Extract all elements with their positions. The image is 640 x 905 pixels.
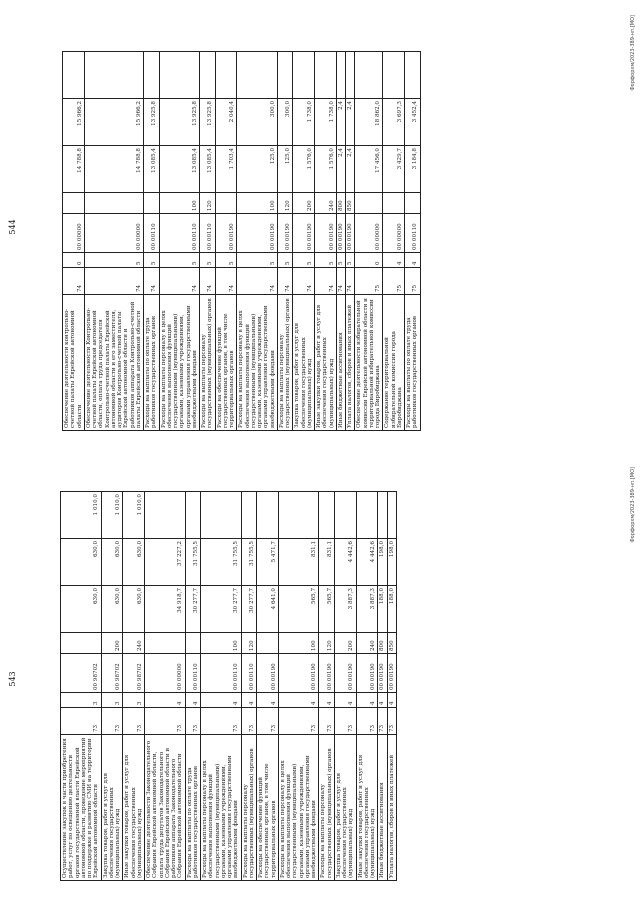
row-value-1-cell: 1 703,4 xyxy=(215,146,237,193)
row-value-2-cell: 198,0 xyxy=(378,539,387,586)
row-value-1-cell: 17 456,0 xyxy=(355,146,383,193)
table-row xyxy=(355,52,383,431)
table-row xyxy=(159,52,200,431)
row-csr-cell: 00 00190 xyxy=(336,214,345,253)
row-csr-cell: 00 00000 xyxy=(63,214,85,253)
row-name-cell: Обеспечение деятельности избирательной комиссии Еврейской автономной области и территориальной избирательной комиссии города Биробиджана xyxy=(355,295,383,431)
row-ved-cell: 74 xyxy=(237,268,278,295)
row-ved-cell: 74 xyxy=(277,268,293,295)
table-row xyxy=(237,52,278,431)
row-value-1-cell: 2,4 xyxy=(346,146,355,193)
row-name-cell: Расходы на выплаты персоналу в целях обеспечения выполнения функций государственными (муниципальными) органами, казенными учреждениями, органами управления государственными внебюджетными фондами xyxy=(237,295,278,431)
row-name-cell: Расходы на выплаты по оплате труда работников государственных органов xyxy=(405,295,421,431)
row-csr-cell: 00 00190 xyxy=(378,654,387,693)
row-value-2-cell: 31 755,5 xyxy=(241,539,257,586)
row-csr-cell: 00 00110 xyxy=(159,214,200,253)
row-name-cell: Закупка товаров, работ и услуг для обеспечения государственных (муниципальных) нужд xyxy=(293,295,315,431)
row-name-cell: Расходы на выплаты персоналу в целях обеспечения выполнения функций государственными (муниципальными) органами, казенными учреждениями, органами управления государственными внебюджетными фондами xyxy=(159,295,200,431)
row-name-cell: Осуществление закупок в части приобретения работ, услуг по освещению деятельности органов государственной власти Еврейской автономной области, проведение мероприятий по поддержке и развитию СМИ на территории Еврейской автономной области xyxy=(61,735,102,881)
row-value-2-cell: 31 755,5 xyxy=(201,539,242,586)
row-rz-cell: 0 xyxy=(63,253,85,268)
row-value-2-cell: 630,0 xyxy=(101,539,123,586)
row-vr-cell: 100 xyxy=(278,633,319,654)
row-value-1-cell: 30 277,7 xyxy=(185,586,201,633)
row-name-cell: Иные закупки товаров, работ и услуг для обеспечения государственных (муниципальных) нужд xyxy=(315,295,337,431)
row-vr-cell xyxy=(63,193,85,214)
row-vr-cell xyxy=(145,633,186,654)
row-name-cell: Уплата налогов, сборов и иных платежей xyxy=(387,735,396,881)
row-vr-cell: 240 xyxy=(315,193,337,214)
row-csr-cell: 00 00110 xyxy=(185,654,201,693)
row-vr-cell xyxy=(84,193,143,214)
row-ved-cell: 73 xyxy=(61,708,102,735)
row-value-3-cell xyxy=(201,492,242,539)
row-value-2-cell: 37 227,2 xyxy=(145,539,186,586)
row-value-1-cell: 4 641,0 xyxy=(257,586,279,633)
row-rz-cell: 4 xyxy=(201,693,242,708)
row-value-3-cell xyxy=(319,492,335,539)
row-ved-cell: 74 xyxy=(215,268,237,295)
row-value-2-cell: 1 738,0 xyxy=(315,99,337,146)
row-ved-cell: 73 xyxy=(257,708,279,735)
row-value-3-cell xyxy=(346,52,355,99)
row-ved-cell: 73 xyxy=(185,708,201,735)
row-csr-cell: 00 00110 xyxy=(200,214,216,253)
row-value-1-cell: 13 085,4 xyxy=(200,146,216,193)
row-value-3-cell xyxy=(257,492,279,539)
table-row xyxy=(277,52,293,431)
table-row xyxy=(84,52,143,431)
row-vr-cell: 120 xyxy=(241,633,257,654)
table-row xyxy=(61,492,102,881)
row-ved-cell: 74 xyxy=(200,268,216,295)
row-csr-cell: 00 00110 xyxy=(144,214,160,253)
page-number: 543 xyxy=(8,671,17,687)
row-name-cell: Закупка товаров, работ и услуг для обеспечения государственных (муниципальных) нужд xyxy=(101,735,123,881)
row-vr-cell: 120 xyxy=(200,193,216,214)
row-name-cell: Расходы на выплаты персоналу государственных (муниципальных) органов xyxy=(319,735,335,881)
row-value-3-cell xyxy=(144,52,160,99)
table-row xyxy=(319,492,335,881)
row-value-3-cell: 1 010,0 xyxy=(123,492,145,539)
row-ved-cell: 74 xyxy=(293,268,315,295)
table-row xyxy=(215,52,237,431)
row-name-cell: Расходы на выплаты по оплате труда работников государственных органов xyxy=(144,295,160,431)
row-rz-cell: 0 xyxy=(355,253,383,268)
row-ved-cell: 73 xyxy=(334,708,356,735)
row-csr-cell: 00 00190 xyxy=(215,214,237,253)
row-name-cell: Обеспечение деятельности Контрольно-счетной палаты Еврейской автономной области, оплата труда председателя Контрольно-счетной палаты Еврейской автономной области и его заместителя, аудиторов Контрольно-счетной палаты Еврейской автономной области и работников аппарата Контрольно-счетной палаты Еврейской автономной области xyxy=(84,295,143,431)
row-csr-cell: 00 00190 xyxy=(277,214,293,253)
table-row xyxy=(241,492,257,881)
row-vr-cell: 200 xyxy=(101,633,123,654)
row-value-1-cell: 188,0 xyxy=(387,586,396,633)
budget-table xyxy=(60,491,397,881)
row-ved-cell: 74 xyxy=(159,268,200,295)
row-ved-cell: 73 xyxy=(101,708,123,735)
row-value-1-cell: 565,7 xyxy=(319,586,335,633)
row-value-1-cell: 14 788,8 xyxy=(63,146,85,193)
row-vr-cell xyxy=(355,193,383,214)
row-value-1-cell: 1 576,0 xyxy=(315,146,337,193)
row-ved-cell: 73 xyxy=(241,708,257,735)
row-name-cell: Расходы на выплаты персоналу в целях обеспечения выполнения функций государственными (муниципальными) органами, казенными учреждениями, органами управления государственными внебюджетными фондами xyxy=(201,735,242,881)
row-vr-cell xyxy=(61,633,102,654)
row-value-2-cell: 630,0 xyxy=(123,539,145,586)
row-value-3-cell xyxy=(405,52,421,99)
row-name-cell: Расходы на выплаты персоналу государственных (муниципальных) органов xyxy=(200,295,216,431)
row-rz-cell: 4 xyxy=(185,693,201,708)
row-value-1-cell: 125,0 xyxy=(237,146,278,193)
row-rz-cell: 5 xyxy=(84,253,143,268)
row-value-1-cell: 565,7 xyxy=(278,586,319,633)
row-rz-cell: 5 xyxy=(144,253,160,268)
row-value-1-cell: 3 887,3 xyxy=(356,586,378,633)
row-value-3-cell xyxy=(145,492,186,539)
row-rz-cell: 4 xyxy=(383,253,405,268)
table-row xyxy=(278,492,319,881)
row-csr-cell: 00 00190 xyxy=(293,214,315,253)
row-value-1-cell: 1 576,0 xyxy=(293,146,315,193)
row-vr-cell xyxy=(257,633,279,654)
table-row xyxy=(346,52,355,431)
row-rz-cell: 4 xyxy=(145,693,186,708)
row-value-1-cell: 3 429,7 xyxy=(383,146,405,193)
row-name-cell: Иные бюджетные ассигнования xyxy=(378,735,387,881)
row-rz-cell: 5 xyxy=(336,253,345,268)
row-rz-cell: 5 xyxy=(215,253,237,268)
row-value-1-cell: 188,0 xyxy=(378,586,387,633)
table-row xyxy=(257,492,279,881)
row-value-2-cell: 2,4 xyxy=(346,99,355,146)
row-value-1-cell: 3 184,8 xyxy=(405,146,421,193)
row-value-3-cell xyxy=(336,52,345,99)
row-rz-cell: 4 xyxy=(378,693,387,708)
row-ved-cell: 74 xyxy=(144,268,160,295)
row-value-1-cell: 2,4 xyxy=(336,146,345,193)
row-ved-cell: 73 xyxy=(387,708,396,735)
row-value-3-cell xyxy=(387,492,396,539)
row-value-2-cell: 198,0 xyxy=(387,539,396,586)
row-csr-cell: 00 00190 xyxy=(334,654,356,693)
row-rz-cell: 3 xyxy=(61,693,102,708)
row-csr-cell: 00 98702 xyxy=(123,654,145,693)
row-name-cell: Иные закупки товаров, работ и услуг для обеспечения государственных (муниципальных) нужд xyxy=(356,735,378,881)
row-name-cell: Расходы на выплаты персоналу в целях обеспечения выполнения функций государственными (муниципальными) органами, казенными учреждениями, органами управления государственными внебюджетными фондами xyxy=(278,735,319,881)
row-vr-cell xyxy=(185,633,201,654)
row-vr-cell: 100 xyxy=(159,193,200,214)
row-value-3-cell xyxy=(277,52,293,99)
row-value-2-cell: 18 862,0 xyxy=(355,99,383,146)
row-vr-cell: 100 xyxy=(237,193,278,214)
page-544 xyxy=(0,1,640,453)
row-ved-cell: 74 xyxy=(84,268,143,295)
row-csr-cell: 00 00110 xyxy=(241,654,257,693)
row-ved-cell: 74 xyxy=(315,268,337,295)
row-value-2-cell: 630,0 xyxy=(61,539,102,586)
row-csr-cell: 00 00190 xyxy=(315,214,337,253)
row-value-3-cell xyxy=(378,492,387,539)
row-value-3-cell xyxy=(356,492,378,539)
row-value-3-cell xyxy=(185,492,201,539)
row-rz-cell: 5 xyxy=(293,253,315,268)
row-value-3-cell xyxy=(215,52,237,99)
row-value-2-cell: 31 755,5 xyxy=(185,539,201,586)
row-ved-cell: 73 xyxy=(278,708,319,735)
table-row xyxy=(123,492,145,881)
row-value-3-cell xyxy=(241,492,257,539)
table-row xyxy=(63,52,85,431)
row-rz-cell: 4 xyxy=(405,253,421,268)
row-value-2-cell: 3 452,4 xyxy=(405,99,421,146)
row-value-1-cell: 3 887,3 xyxy=(334,586,356,633)
row-value-2-cell: 13 925,8 xyxy=(200,99,216,146)
row-value-1-cell: 30 277,7 xyxy=(241,586,257,633)
row-ved-cell: 73 xyxy=(356,708,378,735)
row-rz-cell: 4 xyxy=(387,693,396,708)
row-value-3-cell: 1 010,0 xyxy=(61,492,102,539)
row-vr-cell: 800 xyxy=(336,193,345,214)
row-vr-cell: 200 xyxy=(293,193,315,214)
page-number: 544 xyxy=(8,219,17,235)
row-csr-cell: 00 00000 xyxy=(355,214,383,253)
row-value-3-cell xyxy=(355,52,383,99)
row-value-3-cell xyxy=(315,52,337,99)
page-543 xyxy=(0,453,640,905)
table-row xyxy=(356,492,378,881)
row-value-1-cell: 30 277,7 xyxy=(201,586,242,633)
row-value-2-cell: 4 442,6 xyxy=(356,539,378,586)
row-vr-cell xyxy=(144,193,160,214)
row-csr-cell: 00 00000 xyxy=(383,214,405,253)
row-csr-cell: 00 00110 xyxy=(201,654,242,693)
row-csr-cell: 00 00000 xyxy=(84,214,143,253)
row-ved-cell: 74 xyxy=(336,268,345,295)
row-ved-cell: 73 xyxy=(319,708,335,735)
row-value-2-cell: 15 966,2 xyxy=(84,99,143,146)
row-rz-cell: 3 xyxy=(123,693,145,708)
row-vr-cell: 120 xyxy=(319,633,335,654)
row-value-3-cell xyxy=(63,52,85,99)
row-value-3-cell xyxy=(293,52,315,99)
row-value-1-cell: 630,0 xyxy=(101,586,123,633)
page-footer: Форфорхм/2023-389-нп.[МО] xyxy=(630,15,636,91)
row-rz-cell: 4 xyxy=(356,693,378,708)
row-csr-cell: 00 00190 xyxy=(387,654,396,693)
row-rz-cell: 4 xyxy=(319,693,335,708)
table-row xyxy=(145,492,186,881)
table-row xyxy=(315,52,337,431)
row-rz-cell: 5 xyxy=(346,253,355,268)
table-row xyxy=(387,492,396,881)
row-vr-cell xyxy=(383,193,405,214)
row-name-cell: Закупка товаров, работ и услуг для обеспечения государственных (муниципальных) нужд xyxy=(334,735,356,881)
table-row xyxy=(293,52,315,431)
table-row xyxy=(185,492,201,881)
row-name-cell: Расходы на выплаты персоналу государственных (муниципальных) органов xyxy=(241,735,257,881)
row-value-2-cell: 2,4 xyxy=(336,99,345,146)
budget-table xyxy=(62,51,421,431)
row-ved-cell: 73 xyxy=(378,708,387,735)
row-csr-cell: 00 00190 xyxy=(237,214,278,253)
row-name-cell: Обеспечение деятельности Законодательного Собрания Еврейской автономной области, оплата труда депутатов Законодательного Собрания Еврейской автономной области и работников аппарата Законодательного Собрания Еврейской автономной области xyxy=(145,735,186,881)
row-value-3-cell xyxy=(278,492,319,539)
table-row xyxy=(201,492,242,881)
row-ved-cell: 75 xyxy=(383,268,405,295)
row-name-cell: Уплата налогов, сборов и иных платежей xyxy=(346,295,355,431)
row-ved-cell: 73 xyxy=(201,708,242,735)
row-csr-cell: 00 00190 xyxy=(257,654,279,693)
row-csr-cell: 00 00190 xyxy=(278,654,319,693)
table-row xyxy=(101,492,123,881)
row-value-2-cell: 300,0 xyxy=(237,99,278,146)
table-row xyxy=(383,52,405,431)
row-value-2-cell: 2 040,4 xyxy=(215,99,237,146)
row-value-1-cell: 630,0 xyxy=(61,586,102,633)
table-row xyxy=(378,492,387,881)
row-ved-cell: 75 xyxy=(405,268,421,295)
row-vr-cell: 850 xyxy=(346,193,355,214)
row-name-cell: Расходы на обеспечение функций государственных органов, в том числе территориальных органов xyxy=(215,295,237,431)
row-csr-cell: 00 98702 xyxy=(61,654,102,693)
row-value-1-cell: 13 085,4 xyxy=(159,146,200,193)
row-vr-cell: 200 xyxy=(334,633,356,654)
table-row xyxy=(200,52,216,431)
row-name-cell: Расходы на обеспечение функций государственных органов, в том числе территориальных органов xyxy=(257,735,279,881)
row-rz-cell: 4 xyxy=(257,693,279,708)
row-rz-cell: 4 xyxy=(278,693,319,708)
row-csr-cell: 00 00190 xyxy=(319,654,335,693)
row-csr-cell: 00 00110 xyxy=(405,214,421,253)
row-value-3-cell xyxy=(159,52,200,99)
row-ved-cell: 74 xyxy=(63,268,85,295)
row-csr-cell: 00 00190 xyxy=(346,214,355,253)
page-footer: Форфорхм/2023-389-нп.[МО] xyxy=(630,467,636,543)
row-csr-cell: 00 00190 xyxy=(356,654,378,693)
row-rz-cell: 5 xyxy=(237,253,278,268)
row-value-3-cell xyxy=(383,52,405,99)
row-value-2-cell: 13 925,8 xyxy=(144,99,160,146)
row-vr-cell: 120 xyxy=(277,193,293,214)
row-value-3-cell xyxy=(200,52,216,99)
row-value-1-cell: 34 918,7 xyxy=(145,586,186,633)
row-vr-cell xyxy=(215,193,237,214)
row-rz-cell: 5 xyxy=(277,253,293,268)
row-name-cell: Иные закупки товаров, работ и услуг для обеспечения государственных (муниципальных) нужд xyxy=(123,735,145,881)
row-rz-cell: 4 xyxy=(241,693,257,708)
row-value-1-cell: 13 085,4 xyxy=(144,146,160,193)
row-value-3-cell xyxy=(84,52,143,99)
table-row xyxy=(334,492,356,881)
row-vr-cell: 240 xyxy=(123,633,145,654)
row-name-cell: Расходы на выплаты персоналу государственных (муниципальных) органов xyxy=(277,295,293,431)
row-value-2-cell: 13 925,8 xyxy=(159,99,200,146)
row-name-cell: Расходы на выплаты по оплате труда работников государственных органов xyxy=(185,735,201,881)
row-value-2-cell: 1 738,0 xyxy=(293,99,315,146)
row-rz-cell: 5 xyxy=(315,253,337,268)
row-csr-cell: 00 00000 xyxy=(145,654,186,693)
row-value-2-cell: 831,1 xyxy=(319,539,335,586)
row-name-cell: Обеспечение деятельности контрольно-счетной палаты Еврейской автономной области xyxy=(63,295,85,431)
row-vr-cell: 850 xyxy=(387,633,396,654)
row-value-3-cell: 1 010,0 xyxy=(101,492,123,539)
row-value-2-cell: 831,1 xyxy=(278,539,319,586)
table-row xyxy=(144,52,160,431)
table-row xyxy=(405,52,421,431)
row-rz-cell: 3 xyxy=(101,693,123,708)
row-value-2-cell: 3 697,3 xyxy=(383,99,405,146)
row-rz-cell: 5 xyxy=(159,253,200,268)
row-vr-cell: 100 xyxy=(201,633,242,654)
row-csr-cell: 00 98702 xyxy=(101,654,123,693)
row-ved-cell: 74 xyxy=(346,268,355,295)
row-vr-cell: 240 xyxy=(356,633,378,654)
row-vr-cell xyxy=(405,193,421,214)
row-value-2-cell: 15 966,2 xyxy=(63,99,85,146)
row-rz-cell: 4 xyxy=(334,693,356,708)
row-name-cell: Иные бюджетные ассигнования xyxy=(336,295,345,431)
row-value-1-cell: 125,0 xyxy=(277,146,293,193)
row-vr-cell: 800 xyxy=(378,633,387,654)
row-value-3-cell xyxy=(237,52,278,99)
row-value-2-cell: 300,0 xyxy=(277,99,293,146)
row-name-cell: Содержание территориальной избирательной комиссии города Биробиджана xyxy=(383,295,405,431)
table-row xyxy=(336,52,345,431)
row-value-2-cell: 4 442,6 xyxy=(334,539,356,586)
row-ved-cell: 73 xyxy=(145,708,186,735)
row-rz-cell: 5 xyxy=(200,253,216,268)
row-value-3-cell xyxy=(334,492,356,539)
row-value-2-cell: 5 471,7 xyxy=(257,539,279,586)
row-ved-cell: 73 xyxy=(123,708,145,735)
row-value-1-cell: 14 788,8 xyxy=(84,146,143,193)
row-ved-cell: 75 xyxy=(355,268,383,295)
row-value-1-cell: 630,0 xyxy=(123,586,145,633)
